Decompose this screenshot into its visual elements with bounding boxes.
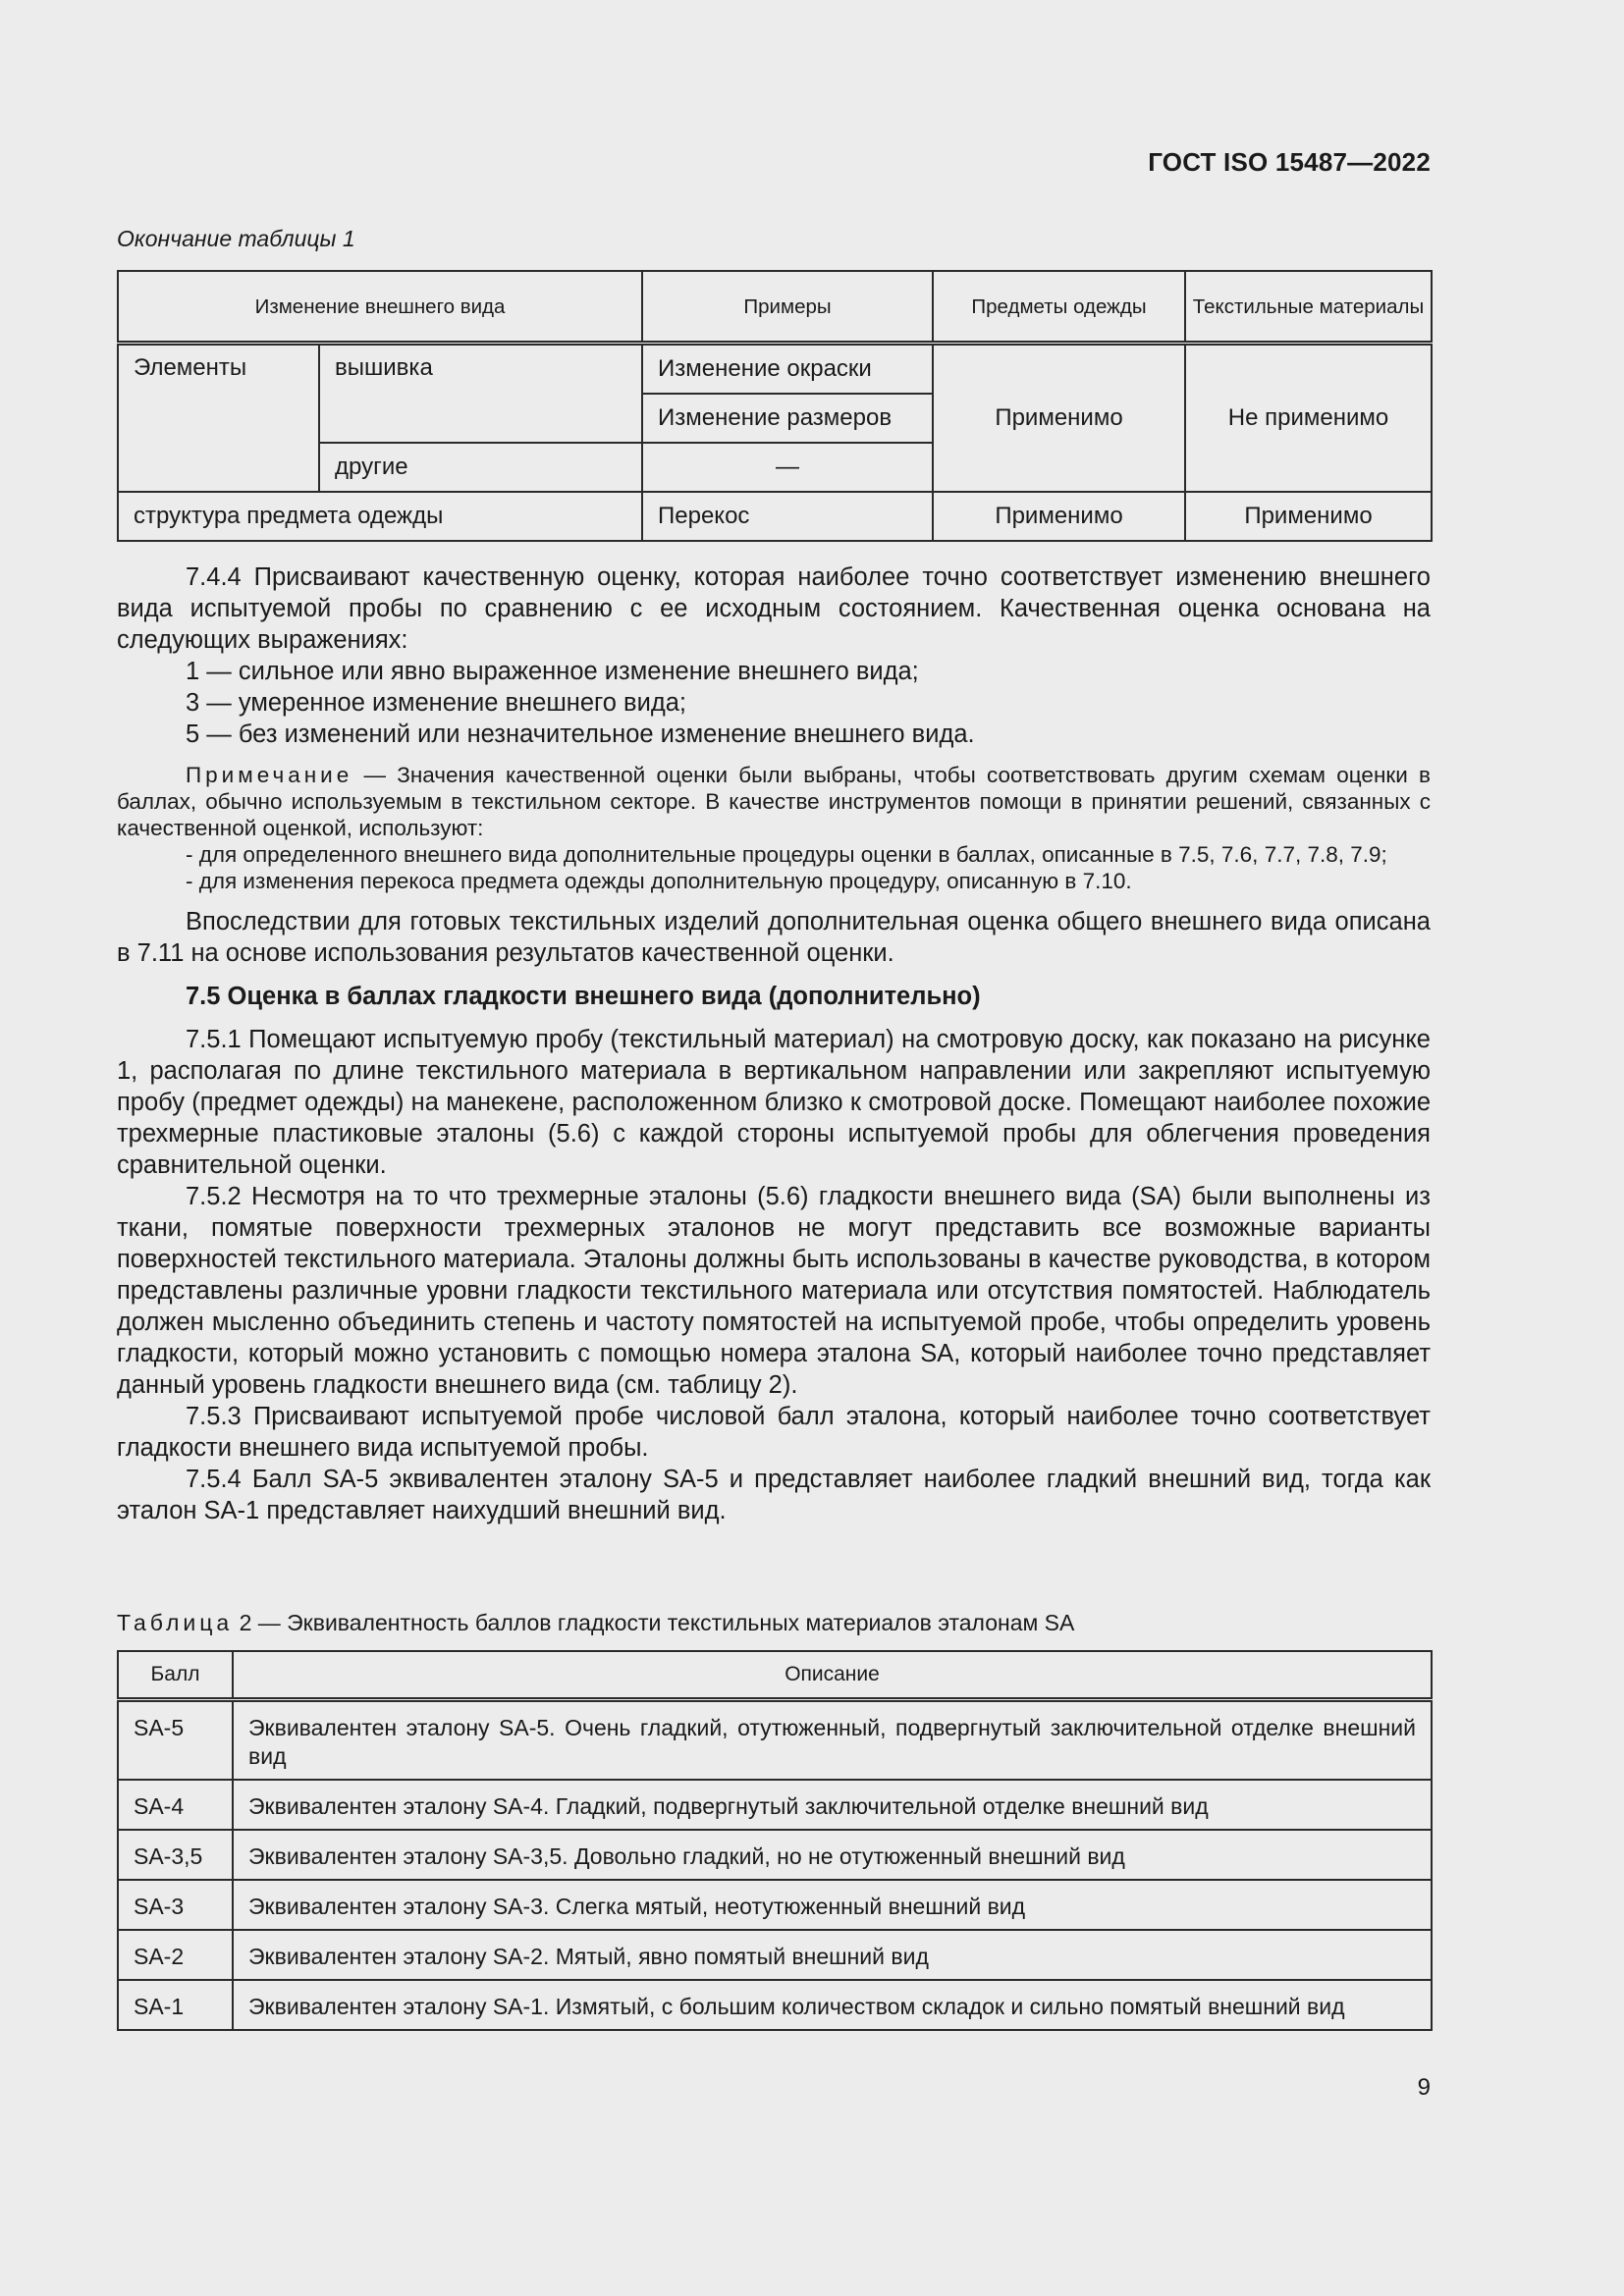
table-row <box>118 1700 1432 1781</box>
table1-cell-other: другие <box>319 443 642 492</box>
paragraph-after-note: Впоследствии для готовых текстильных изделий дополнительная оценка общего внешнего вида описана в 7.11 на основе использования результатов качественной оценки. <box>117 908 1431 967</box>
table2-grade: SA-5 <box>118 1700 233 1781</box>
table2-grade: SA-4 <box>118 1780 233 1830</box>
note-label: Примечание <box>186 763 353 787</box>
table2-caption <box>117 1610 1074 1636</box>
table1-cell-color-change: Изменение окраски <box>642 344 933 395</box>
table-row <box>118 1930 1432 1980</box>
section-heading-7-5: 7.5 Оценка в баллах гладкости внешнего вида (дополнительно) <box>186 983 981 1010</box>
note-item: - для определенного внешнего вида дополнительные процедуры оценки в баллах, описанные в 7.5, 7.6, 7.7, 7.8, 7.9; <box>186 842 1387 867</box>
table2-grade: SA-1 <box>118 1980 233 2030</box>
table1-cell-skew: Перекос <box>642 492 933 541</box>
note-item: - для изменения перекоса предмета одежды дополнительную процедуру, описанную в 7.10. <box>186 869 1132 893</box>
table2-grade: SA-3 <box>118 1880 233 1930</box>
table1 <box>117 270 1433 542</box>
table1-header-examples: Примеры <box>642 271 933 344</box>
table-row <box>118 1980 1432 2030</box>
table1-caption: Окончание таблицы 1 <box>117 226 355 251</box>
list-item: 5 — без изменений или незначительное изменение внешнего вида. <box>186 721 975 748</box>
table1-cell-applicable: Применимо <box>933 344 1185 493</box>
paragraph-7-5-1: 7.5.1 Помещают испытуемую пробу (текстильный материал) на смотровую доску, как показано на рисунке 1, располагая по длине текстильного материала в вертикальном направлении или закрепляют испытуемую пробу (предмет одежды) на манекене, расположенном близко к смотровой доске. Помещают наиболее похожие трехмерные пластиковые эталоны (5.6) с каждой стороны испытуемой пробы для облегчения проведения сравнительной оценки. <box>117 1026 1431 1179</box>
document-code: ГОСТ ISO 15487—2022 <box>1148 147 1431 177</box>
table1-cell-not-applicable: Не применимо <box>1185 344 1432 493</box>
table1-cell-applicable2: Применимо <box>933 492 1185 541</box>
table2-grade: SA-3,5 <box>118 1830 233 1880</box>
table2-caption-label: Таблица <box>117 1610 234 1635</box>
table2 <box>117 1650 1433 2031</box>
table-row <box>118 1830 1432 1880</box>
table2-header-grade: Балл <box>118 1651 233 1700</box>
paragraph-7-5-4: 7.5.4 Балл SA-5 эквивалентен эталону SA-5 и представляет наиболее гладкий внешний вид, тогда как эталон SA-1 представляет наихудший внешний вид. <box>117 1466 1431 1524</box>
note-text: — Значения качественной оценки были выбраны, чтобы соответствовать другим схемам оценки в баллах, обычно используемым в текстильном секторе. В качестве инструментов помощи в принятии решений, связанных с качественной оценкой, используют: <box>117 763 1431 840</box>
paragraph-7-4-4: 7.4.4 Присваивают качественную оценку, которая наиболее точно соответствует изменению внешнего вида испытуемой пробы по сравнению с ее исходным состоянием. Качественная оценка основана на следующих выражениях: <box>117 563 1431 654</box>
list-item: 1 — сильное или явно выраженное изменение внешнего вида; <box>186 658 919 685</box>
table1-cell-dash: — <box>642 443 933 492</box>
table1-cell-embroidery: вышивка <box>319 344 642 444</box>
body-text <box>117 561 1431 1526</box>
table2-caption-text: 2 — Эквивалентность баллов гладкости текстильных материалов эталонам SA <box>233 1610 1075 1635</box>
note-paragraph <box>117 762 1431 841</box>
table2-description: Эквивалентен эталону SA-1. Измятый, с большим количеством складок и сильно помятый внешний вид <box>233 1980 1432 2030</box>
table1-header-change: Изменение внешнего вида <box>118 271 642 344</box>
table1-cell-applicable3: Применимо <box>1185 492 1432 541</box>
table-row <box>118 1880 1432 1930</box>
table2-description: Эквивалентен эталону SA-4. Гладкий, подвергнутый заключительной отделке внешний вид <box>233 1780 1432 1830</box>
table1-cell-structure: структура предмета одежды <box>118 492 642 541</box>
list-item: 3 — умеренное изменение внешнего вида; <box>186 689 686 717</box>
table1-header-garments: Предметы одежды <box>933 271 1185 344</box>
table2-description: Эквивалентен эталону SA-2. Мятый, явно помятый внешний вид <box>233 1930 1432 1980</box>
table1-header-textiles: Текстильные материалы <box>1185 271 1432 344</box>
table2-description: Эквивалентен эталону SA-3,5. Довольно гладкий, но не отутюженный внешний вид <box>233 1830 1432 1880</box>
paragraph-7-5-2: 7.5.2 Несмотря на то что трехмерные эталоны (5.6) гладкости внешнего вида (SA) были выполнены из ткани, помятые поверхности трехмерных эталонов не могут представить все возможные варианты поверхностей текстильного материала. Эталоны должны быть использованы в качестве руководства, в котором представлены различные уровни гладкости текстильного материала или отсутствия помятостей. Наблюдатель должен мысленно объединить степень и частоту помятостей на испытуемой пробе, чтобы определить уровень гладкости, который можно установить с помощью номера эталона SA, который наиболее точно представляет данный уровень гладкости внешнего вида (см. таблицу 2). <box>117 1183 1431 1399</box>
document-page <box>117 0 1431 2296</box>
table1-cell-elements: Элементы <box>118 344 319 493</box>
paragraph-7-5-3: 7.5.3 Присваивают испытуемой пробе числовой балл эталона, который наиболее точно соответствует гладкости внешнего вида испытуемой пробы. <box>117 1403 1431 1462</box>
table2-grade: SA-2 <box>118 1930 233 1980</box>
table1-cell-size-change: Изменение размеров <box>642 394 933 443</box>
table2-header-description: Описание <box>233 1651 1432 1700</box>
table2-description: Эквивалентен эталону SA-3. Слегка мятый, неотутюженный внешний вид <box>233 1880 1432 1930</box>
page-number: 9 <box>1417 2074 1431 2101</box>
table-row <box>118 1780 1432 1830</box>
table2-description: Эквивалентен эталону SA-5. Очень гладкий, отутюженный, подвергнутый заключительной отделке внешний вид <box>233 1700 1432 1781</box>
